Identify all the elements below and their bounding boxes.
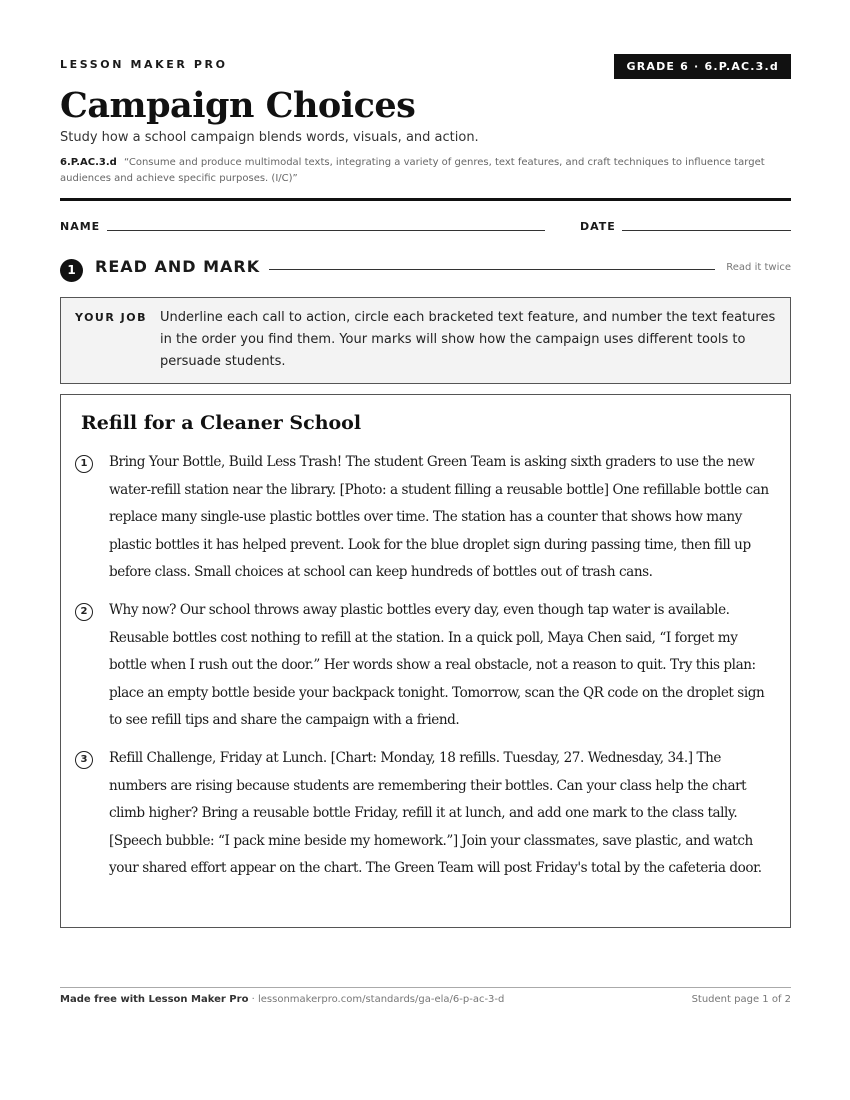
paragraph-text: Bring Your Bottle, Build Less Trash! The student Green Team is asking sixth graders to use the new water-refill station near the library. [Photo: a student filling a reusable bottle] One refillable bottle can replace many single-use plastic bottles over time. The station has a counter that shows how many plastic bottles it has helped prevent. Look for the blue droplet sign during passing time, then fill up before class. Small choices at school can keep hundreds of bottles out of trash cans. xyxy=(109,454,769,580)
paragraph-number: 3 xyxy=(75,751,93,769)
name-label: NAME xyxy=(60,220,101,233)
date-label: DATE xyxy=(580,220,616,233)
page-subtitle: Study how a school campaign blends words, visuals, and action. xyxy=(60,130,479,145)
your-job-label: YOUR JOB xyxy=(75,311,147,324)
paragraph-text: Why now? Our school throws away plastic bottles every day, even though tap water is available. Reusable bottles cost nothing to refill at the station. In a quick poll, Maya Chen said, “I forget my bottle when I rush out the door.” Her words show a real obstacle, not a reason to quit. Try this plan: place an empty bottle beside your backpack tonight. Tomorrow, scan the QR code on the droplet sign to see refill tips and share the campaign with a friend. xyxy=(109,602,765,728)
name-field[interactable] xyxy=(107,230,545,231)
top-bar xyxy=(60,54,791,80)
reading-passage xyxy=(60,394,791,928)
name-date-row xyxy=(60,219,791,235)
footer-made-with: Made free with Lesson Maker Pro xyxy=(60,994,249,1005)
paragraph-number: 1 xyxy=(75,455,93,473)
standard-text: “Consume and produce multimodal texts, integrating a variety of genres, text features, and craft techniques to influence target audiences and achieve specific purposes. (I/C)” xyxy=(60,157,765,184)
footer-divider xyxy=(60,987,791,988)
date-field[interactable] xyxy=(622,230,791,231)
paragraph-number: 2 xyxy=(75,603,93,621)
standard-description xyxy=(60,155,791,187)
footer-credit xyxy=(60,994,504,1005)
footer-url: lessonmakerpro.com/standards/ga-ela/6-p-ac-3-d xyxy=(257,994,505,1005)
paragraph-text: Refill Challenge, Friday at Lunch. [Chart: Monday, 18 refills. Tuesday, 27. Wednesday, 34.] The numbers are rising because students are remembering their bottles. Can your class help the chart climb higher? Bring a reusable bottle Friday, refill it at lunch, and add one mark to the class tally. [Speech bubble: “I pack mine beside my homework.”] Join your classmates, save plastic, and watch your shared effort appear on the chart. The Green Team will post Friday's total by the cafeteria door. xyxy=(109,750,762,876)
section-divider xyxy=(269,269,715,270)
your-job-box xyxy=(60,297,791,384)
page-title: Campaign Choices xyxy=(60,85,416,126)
header-divider xyxy=(60,198,791,201)
section-number-badge: 1 xyxy=(60,259,83,282)
your-job-instructions: Underline each call to action, circle each bracketed text feature, and number the text features in the order you find them. Your marks will show how the campaign uses different tools to persuade students. xyxy=(160,310,776,369)
footer-separator: · xyxy=(248,994,258,1005)
footer-page-info: Student page 1 of 2 xyxy=(691,994,791,1005)
grade-badge: GRADE 6 · 6.P.AC.3.d xyxy=(614,54,791,79)
section-title: READ AND MARK xyxy=(95,257,261,276)
passage-title: Refill for a Cleaner School xyxy=(81,412,362,434)
section-header-read-and-mark xyxy=(60,257,791,283)
section-note: Read it twice xyxy=(726,262,791,273)
brand-name: LESSON MAKER PRO xyxy=(60,58,228,71)
standard-code: 6.P.AC.3.d xyxy=(60,157,117,168)
